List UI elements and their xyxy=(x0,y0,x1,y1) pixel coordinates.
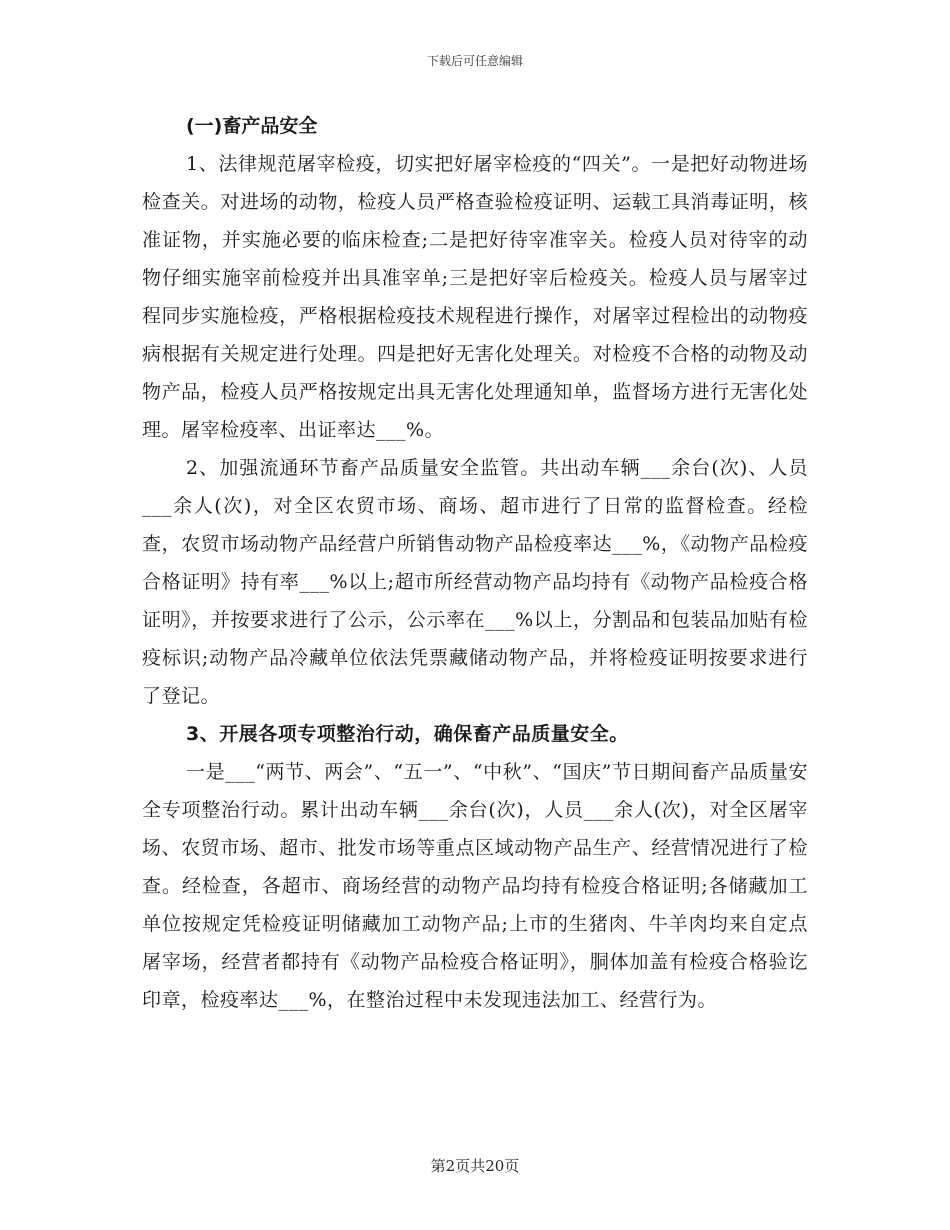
document-body xyxy=(142,107,808,1019)
section-title: (一)畜产品安全 xyxy=(186,115,318,137)
page-header: 下载后可任意编辑 xyxy=(426,54,523,68)
paragraph-circulation-supervision: 2、加强流通环节畜产品质量安全监管。共出动车辆___余台(次)、人员___余人(次)，对全区农贸市场、商场、超市进行了日常的监督检查。经检查，农贸市场动物产品经营户所销售动物产品检疫率达___%，《动物产品检疫合格证明》持有率___%以上;超市所经营动物产品均持有《动物产品检疫合格证明》，并按要求进行了公示，公示率在___%以上，分割品和包装品加贴有检疫标识;动物产品冷藏单位依法凭票藏储动物产品，并将检疫证明按要求进行了登记。 xyxy=(142,457,808,707)
paragraph-holiday-rectification: 一是___“两节、两会”、“五一”、“中秋”、“国庆”节日期间畜产品质量安全专项整治行动。累计出动车辆___余台(次)，人员___余人(次)，对全区屠宰场、农贸市场、超市、批发市场等重点区域动物产品生产、经营情况进行了检查。经检查，各超市、商场经营的动物产品均持有检疫合格证明;各储藏加工单位按规定凭检疫证明储藏加工动物产品;上市的生猪肉、牛羊肉均来自定点屠宰场，经营者都持有《动物产品检疫合格证明》，胴体加盖有检疫合格验讫印章，检疫率达___%，在整治过程中未发现违法加工、经营行为。 xyxy=(142,761,808,1011)
page-number-footer: 第2页共20页 xyxy=(430,1157,520,1175)
paragraph-slaughter-quarantine: 1、法律规范屠宰检疫，切实把好屠宰检疫的“四关”。一是把好动物进场检查关。对进场的动物，检疫人员严格查验检疫证明、运载工具消毒证明，核准证物，并实施必要的临床检查;二是把好待宰准宰关。检疫人员对待宰的动物仔细实施宰前检疫并出具准宰单;三是把好宰后检疫关。检疫人员与屠宰过程同步实施检疫，严格根据检疫技术规程进行操作，对屠宰过程检出的动物疫病根据有关规定进行处理。四是把好无害化处理关。对检疫不合格的动物及动物产品，检疫人员严格按规定出具无害化处理通知单，监督场方进行无害化处理。屠宰检疫率、出证率达___%。 xyxy=(142,153,808,441)
paragraph-special-rectification-heading: 3、开展各项专项整治行动，确保畜产品质量安全。 xyxy=(186,723,629,745)
